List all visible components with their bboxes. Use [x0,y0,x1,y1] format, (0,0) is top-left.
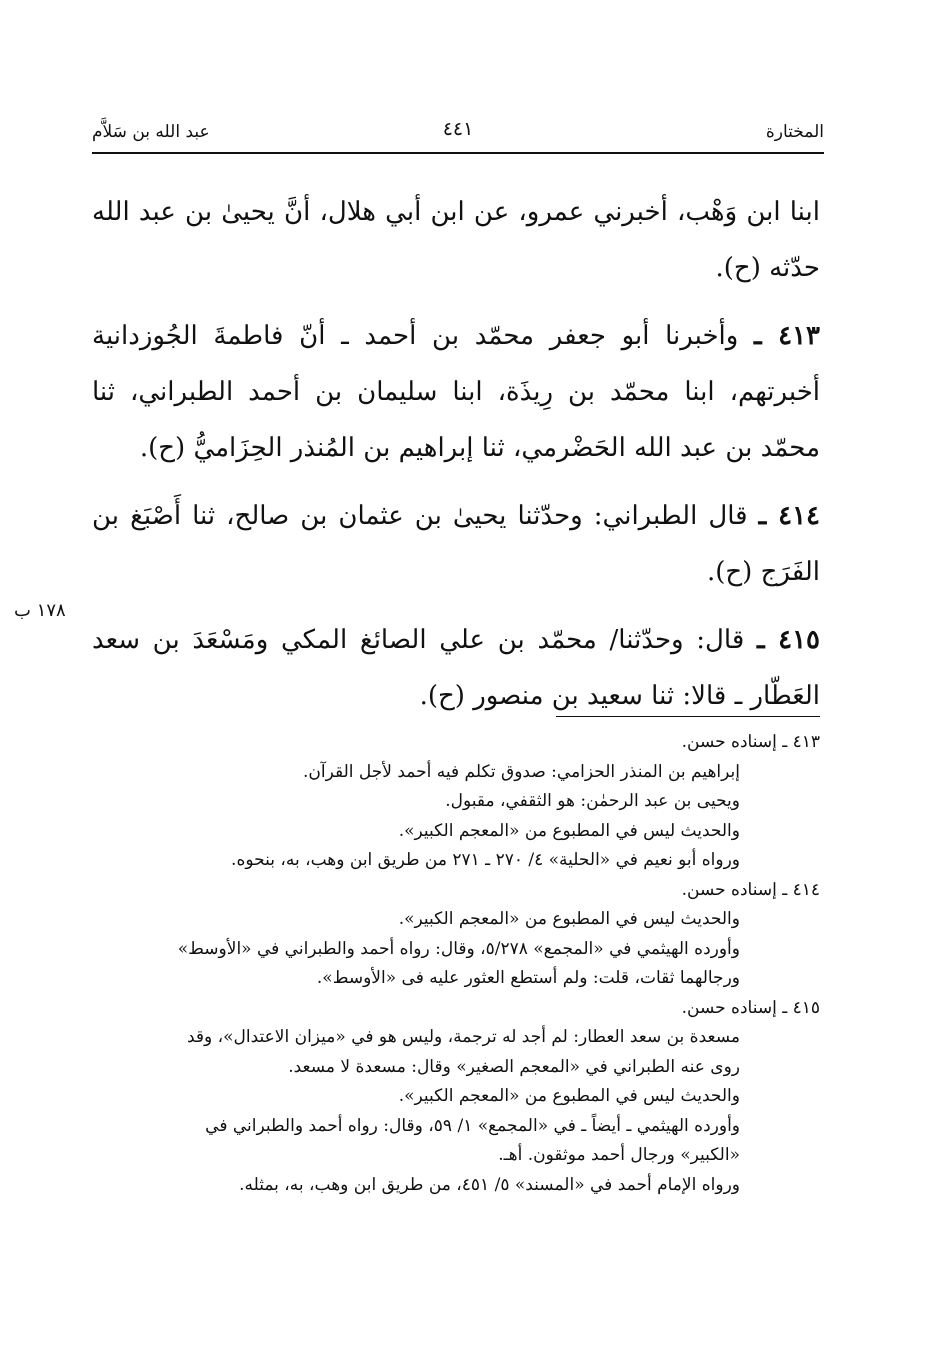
footnote-line: ورجالهما ثقات، قلت: ولم أستطع العثور عليه فى «الأوسط». [316,968,740,988]
text-line: أخبرتهم، ابنا محمّد بن رِيذَة، ابنا سليمان بن أحمد الطبراني، ثنا [92,377,820,407]
hadith-415 [92,612,820,724]
footnote-line: والحديث ليس في المطبوع من «المعجم الكبير». [398,1086,740,1106]
footnote-414 [92,876,820,994]
book-title: المختارة [765,122,824,142]
main-text [92,184,820,736]
text-line: ابنا ابن وَهْب، أخبرني عمرو، عن ابن أبي هلال، أنَّ يحيىٰ بن عبد الله [92,197,820,227]
paragraph-continuation [92,184,820,296]
text-line: حدّثه (ح). [715,253,820,283]
footnote-line: ويحيى بن عبد الرحمٰن: هو الثقفي، مقبول. [445,791,740,811]
hadith-number: ٤١٣ ـ [754,321,821,351]
running-header [92,118,824,152]
text-line: أَصْبَغ بن الفَرَج (ح). [92,501,820,587]
text-line: وأخبرنا أبو جعفر محمّد بن أحمد ـ أنّ فاطمةَ الجُوزدانية [92,321,739,351]
text-line: محمّد بن عبد الله الحَضْرمي، ثنا إبراهيم بن المُنذر الحِزَاميُّ (ح). [139,433,820,463]
footnote-line: مسعدة بن سعد العطار: لم أجد له ترجمة، وليس هو في «ميزان الاعتدال»، وقد [186,1027,740,1047]
text-line: قال: وحدّثنا/ محمّد بن علي الصائغ المكي ومَسْعَدَ بن سعد [92,625,745,655]
footnote-heading: ٤١٣ ـ إسناده حسن. [681,732,820,752]
footnote-rule [556,716,820,717]
footnote-415 [92,994,820,1201]
hadith-414 [92,488,820,600]
footnote-heading: ٤١٤ ـ إسناده حسن. [681,879,820,900]
footnote-line: وأورده الهيثمي ـ أيضاً ـ في «المجمع» ١/ ٥٩، وقال: رواه أحمد والطبراني في [205,1115,740,1136]
hadith-number: ٤١٤ ـ [758,501,821,531]
text-line: قال الطبراني: وحدّثنا يحيىٰ بن عثمان بن صالح، ثنا [192,501,748,531]
chapter-title: عبد الله بن سَلاَّم [92,122,210,142]
footnote-413 [92,728,820,876]
hadith-number: ٤١٥ ـ [757,625,821,655]
page-number: ٤٤١ [442,118,474,140]
footnote-line: ورواه أبو نعيم في «الحلية» ٤/ ٢٧٠ ـ ٢٧١ من طريق ابن وهب، به، بنحوه. [231,850,740,870]
manuscript-folio-note: ١٧٨ ب [14,600,66,621]
text-line: العَطّار ـ قالا: ثنا سعيد بن منصور (ح). [419,681,820,711]
footnotes [92,728,820,1200]
footnote-line: وأورده الهيثمي في «المجمع» ٥/٢٧٨، وقال: رواه أحمد والطبراني في «الأوسط» [177,938,740,959]
footnote-line: والحديث ليس في المطبوع من «المعجم الكبير». [398,820,740,841]
footnote-line: إبراهيم بن المنذر الحزامي: صدوق تكلم فيه أحمد لأجل القرآن. [303,761,740,782]
footnote-line: «الكبير» ورجال أحمد موثقون. أهـ. [498,1145,740,1165]
footnote-heading: ٤١٥ ـ إسناده حسن. [681,997,820,1018]
hadith-413 [92,308,820,476]
footnote-line: والحديث ليس في المطبوع من «المعجم الكبير». [398,909,740,929]
footnote-line: ورواه الإمام أحمد في «المسند» ٥/ ٤٥١، من طريق ابن وهب، به، بمثله. [239,1174,740,1195]
footnote-line: روى عنه الطبراني في «المعجم الصغير» وقال: مسعدة لا مسعد. [288,1056,740,1077]
header-rule [92,152,824,154]
